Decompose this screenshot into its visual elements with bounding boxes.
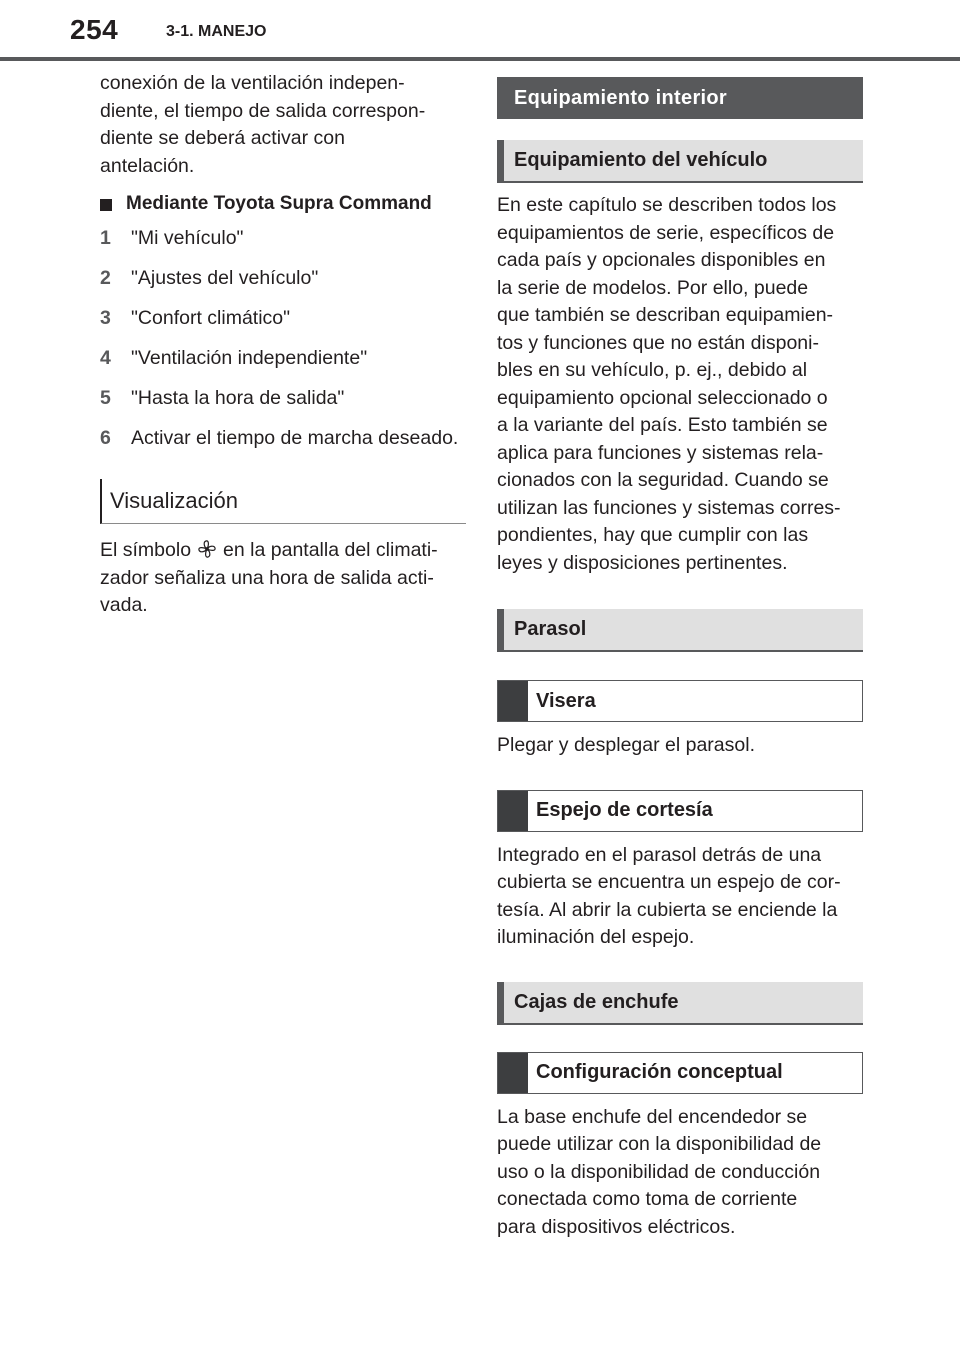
text-line: zador señaliza una hora de salida acti- (100, 566, 434, 589)
text-fragment: en la pantalla del climati- (223, 539, 438, 561)
text-line: para dispositivos eléctricos. (497, 1215, 736, 1238)
text-fragment: El símbolo (100, 539, 192, 561)
text-line: equipamientos de serie, específicos de (497, 221, 835, 244)
step-text: "Confort climático" (131, 307, 291, 329)
intro-paragraph (100, 70, 466, 180)
page-number: 254 (70, 14, 119, 45)
heading-marker (498, 681, 528, 721)
espejo-paragraph (497, 842, 863, 952)
heading-visera (497, 680, 863, 722)
text-line: cubierta se encuentra un espejo de cor- (497, 871, 841, 893)
text-line: diente, el tiempo de salida correspon- (100, 99, 426, 122)
step-item (100, 343, 466, 373)
subheading-label: Mediante Toyota Supra Command (126, 193, 432, 214)
text-line: aplica para funciones y sistemas rela- (497, 441, 824, 464)
heading-equipamiento (497, 140, 863, 183)
step-text: "Mi vehículo" (131, 227, 244, 249)
heading-parasol (497, 609, 863, 652)
text-line: cada país y opcionales disponibles en (497, 249, 826, 271)
section-title-bar (497, 77, 863, 119)
fan-icon (197, 539, 217, 559)
text-line: pondientes, hay que cumplir con las (497, 524, 809, 546)
text-line: a la variante del país. Esto también se (497, 414, 828, 436)
section-title: Equipamiento interior (514, 86, 727, 109)
heading-label: Equipamiento del vehículo (514, 149, 768, 171)
heading-configuracion (497, 1052, 863, 1094)
right-column (497, 77, 863, 1241)
text-line: leyes y disposiciones pertinentes. (497, 551, 788, 574)
text-line: iluminación del espejo. (497, 926, 695, 948)
heading-label: Cajas de enchufe (514, 990, 679, 1013)
step-number: 1 (100, 227, 111, 249)
text-line: cionados con la seguridad. Cuando se (497, 469, 829, 491)
step-number: 4 (100, 347, 111, 369)
text-line: tesía. Al abrir la cubierta se enciende la (497, 898, 838, 921)
visera-paragraph (497, 732, 863, 760)
text-line: equipamiento opcional seleccionado o (497, 386, 828, 409)
header-rule (0, 57, 960, 61)
heading-label: Parasol (514, 618, 587, 640)
chapter-title: 3-1. MANEJO (166, 23, 267, 40)
text-line: que también se describan equipamien- (497, 304, 834, 326)
subheading-supra-command (100, 193, 466, 215)
text-line: Plegar y desplegar el parasol. (497, 734, 755, 756)
step-text: "Hasta la hora de salida" (131, 387, 345, 409)
page-header (0, 0, 960, 62)
configuracion-paragraph (497, 1104, 863, 1242)
visualizacion-heading (100, 479, 466, 524)
text-line: tos y funciones que no están disponi- (497, 331, 819, 354)
text-line: uso o la disponibilidad de conducción (497, 1160, 821, 1183)
text-line: conectada como toma de corriente (497, 1188, 798, 1210)
step-text: "Ventilación independiente" (131, 347, 368, 369)
heading-label: Configuración conceptual (536, 1061, 783, 1083)
heading-cajas (497, 982, 863, 1025)
step-number: 5 (100, 387, 111, 409)
left-column (100, 70, 466, 620)
text-line: antelación. (100, 154, 195, 177)
heading-marker (498, 791, 528, 831)
heading-marker (498, 1053, 528, 1093)
step-item (100, 263, 466, 293)
visualizacion-paragraph (100, 537, 466, 620)
step-text: "Ajustes del vehículo" (131, 267, 319, 289)
square-bullet-icon (100, 199, 112, 211)
step-number: 3 (100, 307, 111, 329)
heading-espejo (497, 790, 863, 832)
heading-label: Espejo de cortesía (536, 799, 713, 821)
step-item (100, 383, 466, 413)
text-line: bles en su vehículo, p. ej., debido al (497, 359, 808, 381)
text-line: puede utilizar con la disponibilidad de (497, 1133, 822, 1155)
text-line (100, 537, 466, 565)
visualizacion-label: Visualización (110, 488, 239, 513)
step-list (100, 223, 466, 453)
text-line: La base enchufe del encendedor se (497, 1105, 808, 1128)
equipamiento-paragraph (497, 192, 863, 577)
step-item (100, 423, 466, 453)
heading-label: Visera (536, 689, 596, 712)
text-line: vada. (100, 594, 148, 616)
step-number: 6 (100, 427, 111, 449)
text-line: Integrado en el parasol detrás de una (497, 843, 822, 866)
text-line: conexión de la ventilación indepen- (100, 72, 405, 94)
text-line: utilizan las funciones y sistemas corres- (497, 496, 841, 519)
text-line: la serie de modelos. Por ello, puede (497, 276, 809, 299)
step-item (100, 223, 466, 253)
text-line: diente se deberá activar con (100, 127, 345, 149)
step-number: 2 (100, 267, 111, 289)
text-line: En este capítulo se describen todos los (497, 194, 837, 216)
step-text: Activar el tiempo de marcha deseado. (131, 427, 459, 449)
step-item (100, 303, 466, 333)
